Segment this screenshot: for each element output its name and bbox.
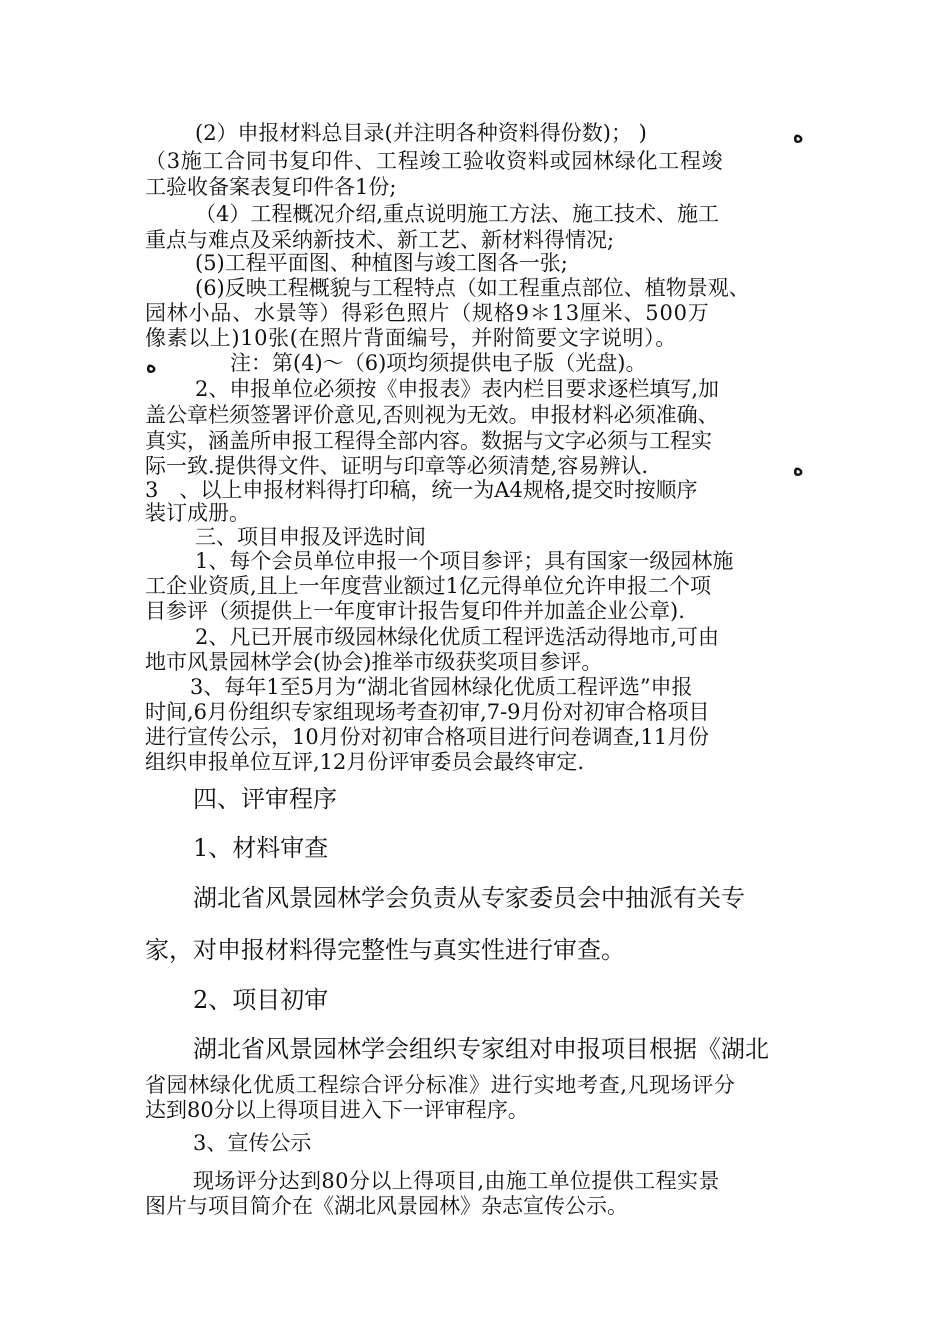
text-line: (6)反映工程概貌与工程特点（如工程重点部位、植物景观、 <box>195 276 750 300</box>
text-line: 湖北省风景园林学会负责从专家委员会中抽派有关专 <box>193 884 745 912</box>
text-line: 现场评分达到80分以上得项目,由施工单位提供工程实景 <box>193 1169 720 1193</box>
subsection-heading: 3、宣传公示 <box>193 1131 312 1155</box>
paragraph-mark: ﻩ <box>793 123 804 147</box>
text-line: 盖公章栏须签署评价意见,否则视为无效。申报材料必须准确、 <box>145 403 719 427</box>
text-line: 进行宣传公示，10月份对初审合格项目进行问卷调查,11月份 <box>145 725 710 749</box>
text-line: 2、申报单位必须按《申报表》表内栏目要求逐栏填写,加 <box>195 377 720 401</box>
section-heading: 三、项目申报及评选时间 <box>195 525 426 549</box>
text-line: 家，对申报材料得完整性与真实性进行审查。 <box>145 936 625 964</box>
paragraph-mark: ﻩ <box>793 456 804 480</box>
text-line: 省园林绿化优质工程综合评分标准》进行实地考查,凡现场评分 <box>145 1073 736 1097</box>
text-line: 工验收备案表复印件各1份; <box>145 175 397 199</box>
text-line: (2）申报材料总目录(并注明各种资料得份数)； ) <box>195 121 647 145</box>
text-line: 真实，涵盖所申报工程得全部内容。数据与文字必须与工程实 <box>145 429 712 453</box>
text-line: 装订成册。 <box>145 501 250 525</box>
text-line: 图片与项目简介在《湖北风景园林》杂志宣传公示。 <box>145 1194 628 1218</box>
text-line: 注：第(4)～（6)项均须提供电子版（光盘)。 <box>230 351 647 375</box>
text-line: （3施工合同书复印件、工程竣工验收资料或园林绿化工程竣 <box>145 149 724 173</box>
text-line: 际一致.提供得文件、证明与印章等必须清楚,容易辨认. <box>145 454 649 478</box>
text-line: 园林小品、水景等）得彩色照片（规格9＊13厘米、500万 <box>145 301 710 325</box>
text-line: 3、每年1至5月为“湖北省园林绿化优质工程评选”申报 <box>190 675 693 699</box>
text-line: 湖北省风景园林学会组织专家组对申报项目根据《湖北 <box>193 1035 769 1063</box>
text-line: 地市风景园林学会(协会)推举市级获奖项目参评。 <box>145 650 603 674</box>
text-line: 1、每个会员单位申报一个项目参评；具有国家一级园林施 <box>195 549 734 573</box>
paragraph-mark: ﻩ <box>146 353 157 377</box>
text-line: (5)工程平面图、种植图与竣工图各一张; <box>195 251 568 275</box>
text-line: （4）工程概况介绍,重点说明施工方法、施工技术、施工 <box>195 202 720 226</box>
text-line: 时间,6月份组织专家组现场考查初审,7-9月份对初审合格项目 <box>145 700 710 724</box>
text-line: 组织申报单位互评,12月份评审委员会最终审定. <box>145 750 585 774</box>
text-line: 工企业资质,且上一年度营业额过1亿元得单位允许申报二个项 <box>145 574 712 598</box>
text-line: 2、凡已开展市级园林绿化优质工程评选活动得地市,可由 <box>195 625 720 649</box>
subsection-heading: 2、项目初审 <box>193 986 329 1014</box>
text-line: 达到80分以上得项目进入下一评审程序。 <box>145 1098 529 1122</box>
subsection-heading: 1、材料审查 <box>193 834 329 862</box>
text-line: 像素以上)10张(在照片背面编号，并附简要文字说明）。 <box>145 326 677 350</box>
text-line: 3 、以上申报材料得打印稿，统一为A4规格,提交时按顺序 <box>145 478 698 502</box>
section-heading: 四、评审程序 <box>193 785 337 813</box>
text-line: 目参评（须提供上一年度审计报告复印件并加盖企业公章). <box>145 599 685 623</box>
text-line: 重点与难点及采纳新技术、新工艺、新材料得情况; <box>145 228 615 252</box>
